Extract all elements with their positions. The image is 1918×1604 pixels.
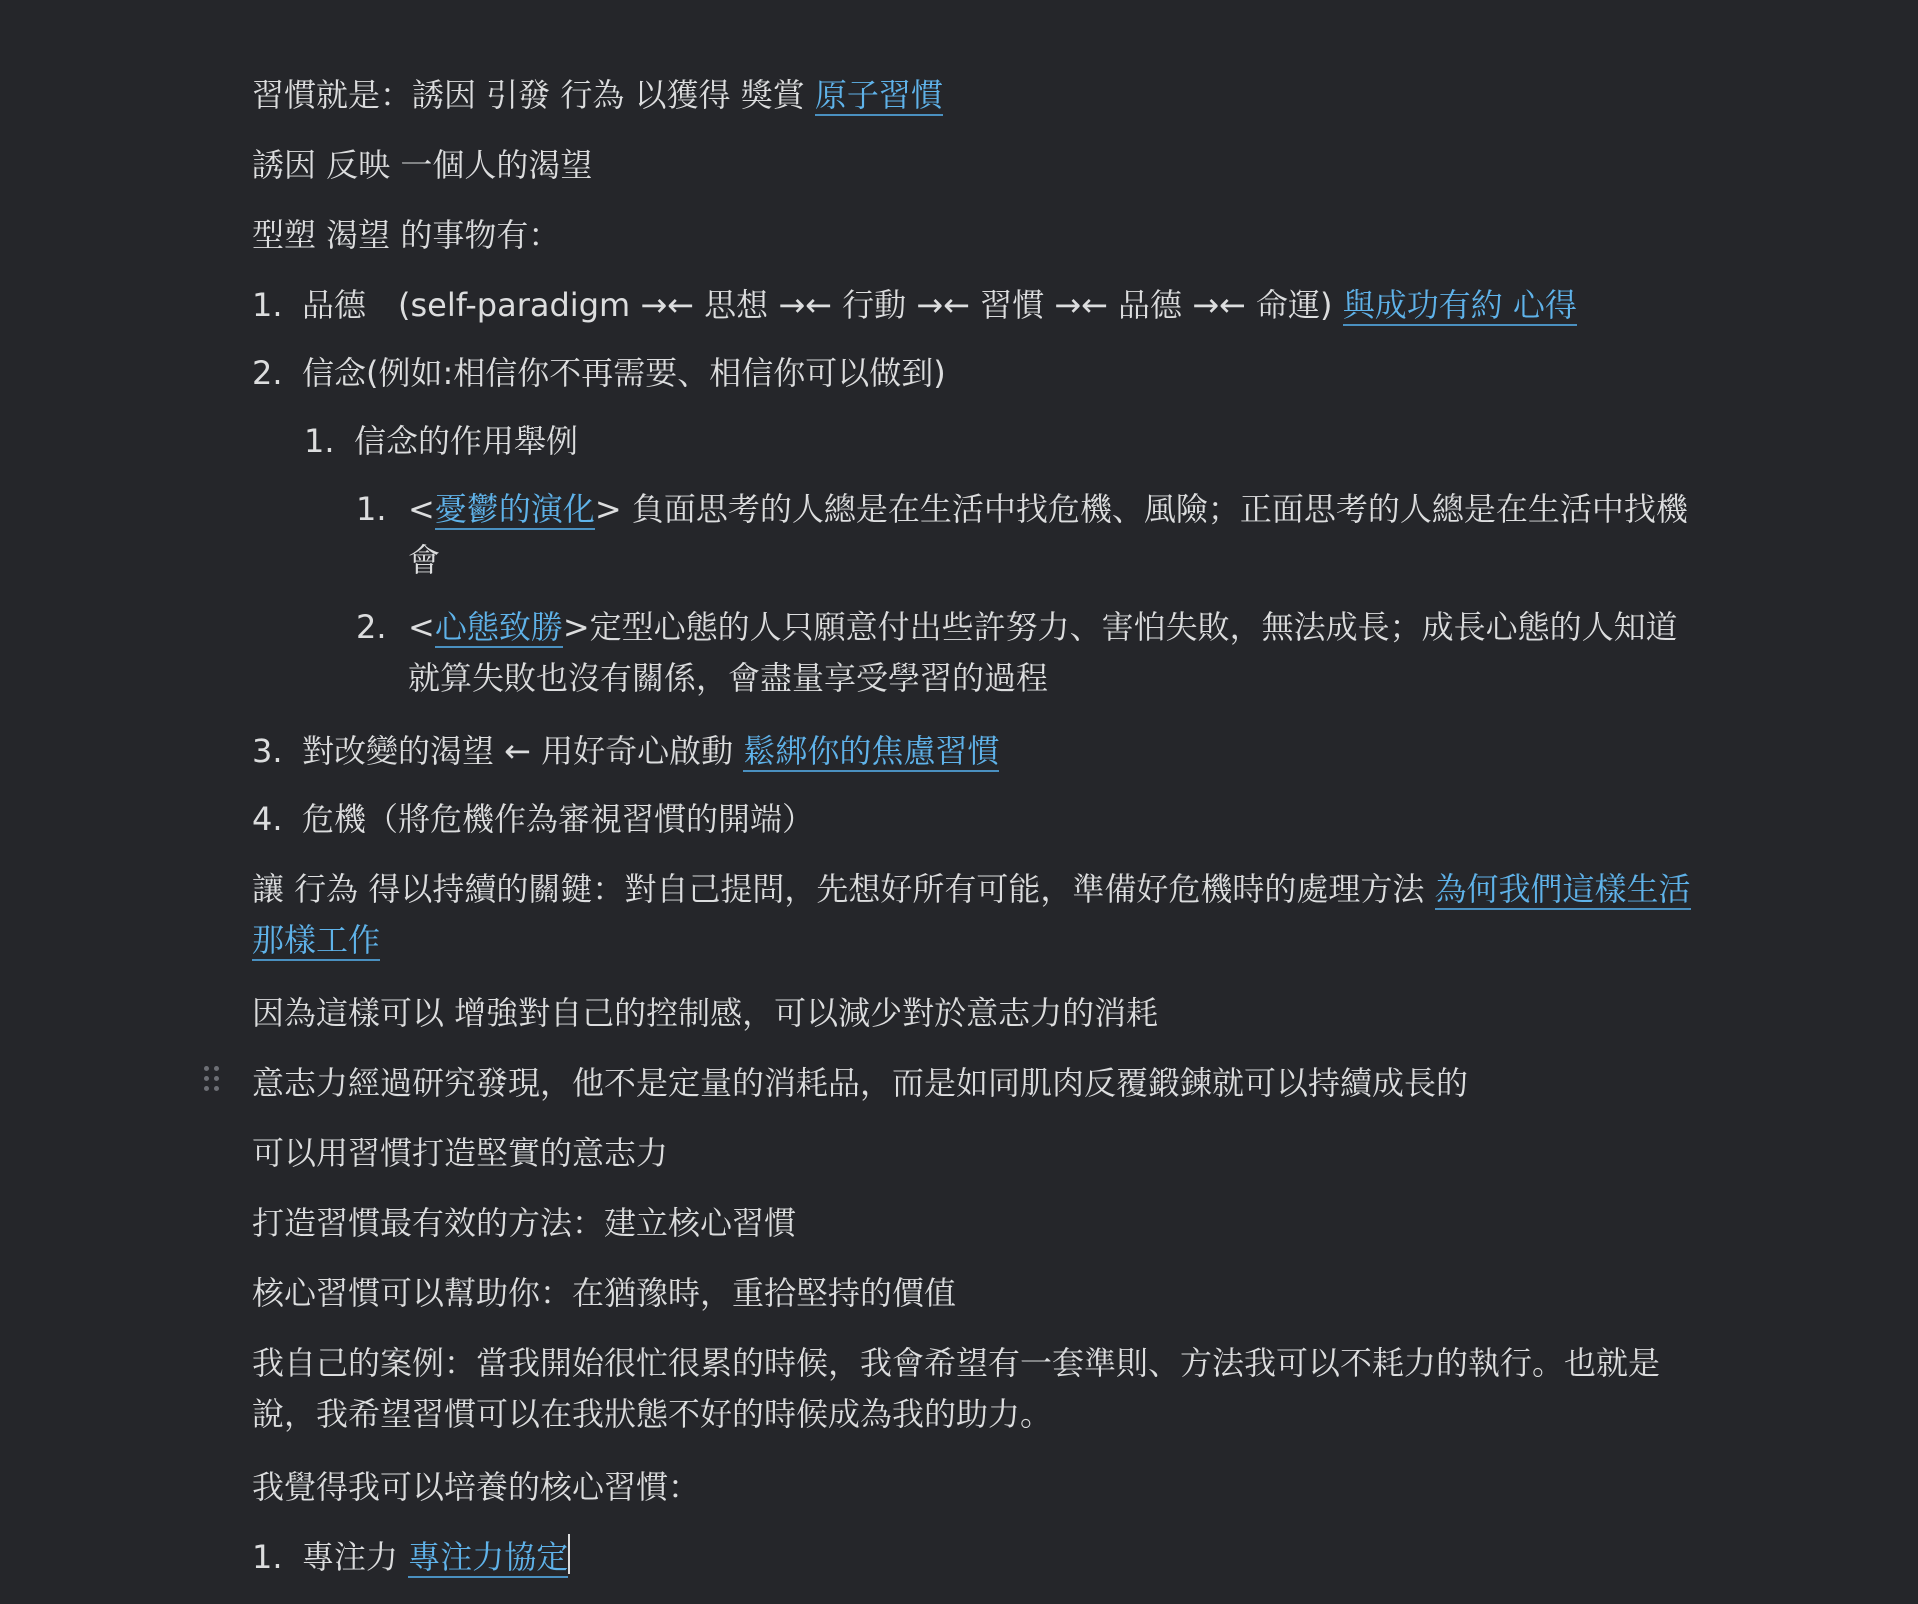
list-item: 信念(例如:相信你不再需要、相信你可以做到) — [302, 354, 946, 392]
paragraph-text: 讓 行為 得以持續的關鍵：對自己提問，先想好所有可能，準備好危機時的處理方法 — [252, 870, 1435, 908]
list-item[interactable] — [302, 280, 1702, 331]
text-cursor — [568, 1534, 570, 1574]
list-item-text: 專注力 — [302, 1538, 409, 1576]
internal-link-mindset[interactable]: 心態致勝 — [434, 608, 563, 646]
internal-link-7-habits-notes[interactable]: 與成功有約 心得 — [1342, 286, 1577, 324]
list-item-text: 品德 (self-paradigm →← 思想 →← 行動 →← 習慣 →← 品德 →← 命運) — [302, 286, 1343, 324]
bracket: < — [408, 490, 435, 528]
paragraph: 打造習慣最有效的方法：建立核心習慣 — [252, 1204, 797, 1242]
list-item: 信念的作用舉例 — [354, 422, 579, 460]
internal-link-power-of-habit[interactable]: 為何我們這樣生活那樣工作 — [252, 870, 1691, 959]
list-number: 2. — [252, 354, 283, 392]
list-number: 4. — [252, 800, 283, 838]
list-number: 3. — [252, 732, 283, 770]
drag-handle-icon[interactable] — [204, 1066, 224, 1100]
list-item[interactable] — [408, 602, 1688, 704]
paragraph: 誘因 反映 一個人的渴望 — [252, 146, 593, 184]
bracket: < — [408, 608, 435, 646]
internal-link-unwinding-anxiety[interactable]: 鬆綁你的焦慮習慣 — [743, 732, 1000, 770]
list-item[interactable] — [302, 1532, 1702, 1583]
list-item-text: >定型心態的人只願意付出些許努力、害怕失敗，無法成長；成長心態的人知道就算失敗也沒有關係，會盡量享受學習的過程 — [408, 608, 1678, 697]
list-number: 1. — [252, 286, 283, 324]
paragraph[interactable] — [252, 864, 1692, 966]
paragraph: 型塑 渴望 的事物有： — [252, 216, 561, 254]
paragraph: 我自己的案例：當我開始很忙很累的時候，我會希望有一套準則、方法我可以不耗力的執行。也就是說，我希望習慣可以在我狀態不好的時候成為我的助力。 — [252, 1344, 1661, 1433]
list-item[interactable] — [302, 726, 1702, 777]
list-item: 危機（將危機作為審視習慣的開端） — [302, 800, 815, 838]
internal-link-evolution-of-depression[interactable]: 憂鬱的演化 — [434, 490, 595, 528]
list-number: 1. — [304, 422, 335, 460]
list-number: 2. — [356, 608, 387, 646]
internal-link-focus-agreement[interactable]: 專注力協定 — [408, 1538, 569, 1576]
paragraph: 我覺得我可以培養的核心習慣： — [252, 1468, 701, 1506]
paragraph: 意志力經過研究發現，他不是定量的消耗品，而是如同肌肉反覆鍛鍊就可以持續成長的 — [252, 1064, 1469, 1102]
paragraph: 因為這樣可以 增強對自己的控制感，可以減少對於意志力的消耗 — [252, 994, 1159, 1032]
paragraph[interactable] — [252, 70, 1692, 121]
list-number: 1. — [356, 490, 387, 528]
list-item-text: 對改變的渴望 ← 用好奇心啟動 — [302, 732, 744, 770]
paragraph-text: 習慣就是：誘因 引發 行為 以獲得 獎賞 — [252, 76, 815, 114]
paragraph: 可以用習慣打造堅實的意志力 — [252, 1134, 669, 1172]
paragraph: 核心習慣可以幫助你：在猶豫時，重拾堅持的價值 — [252, 1274, 957, 1312]
internal-link-atomic-habits[interactable]: 原子習慣 — [814, 76, 943, 114]
list-number: 1. — [252, 1538, 283, 1576]
list-item-text: > 負面思考的人總是在生活中找危機、風險；正面思考的人總是在生活中找機會 — [408, 490, 1688, 579]
list-item[interactable] — [408, 484, 1688, 586]
